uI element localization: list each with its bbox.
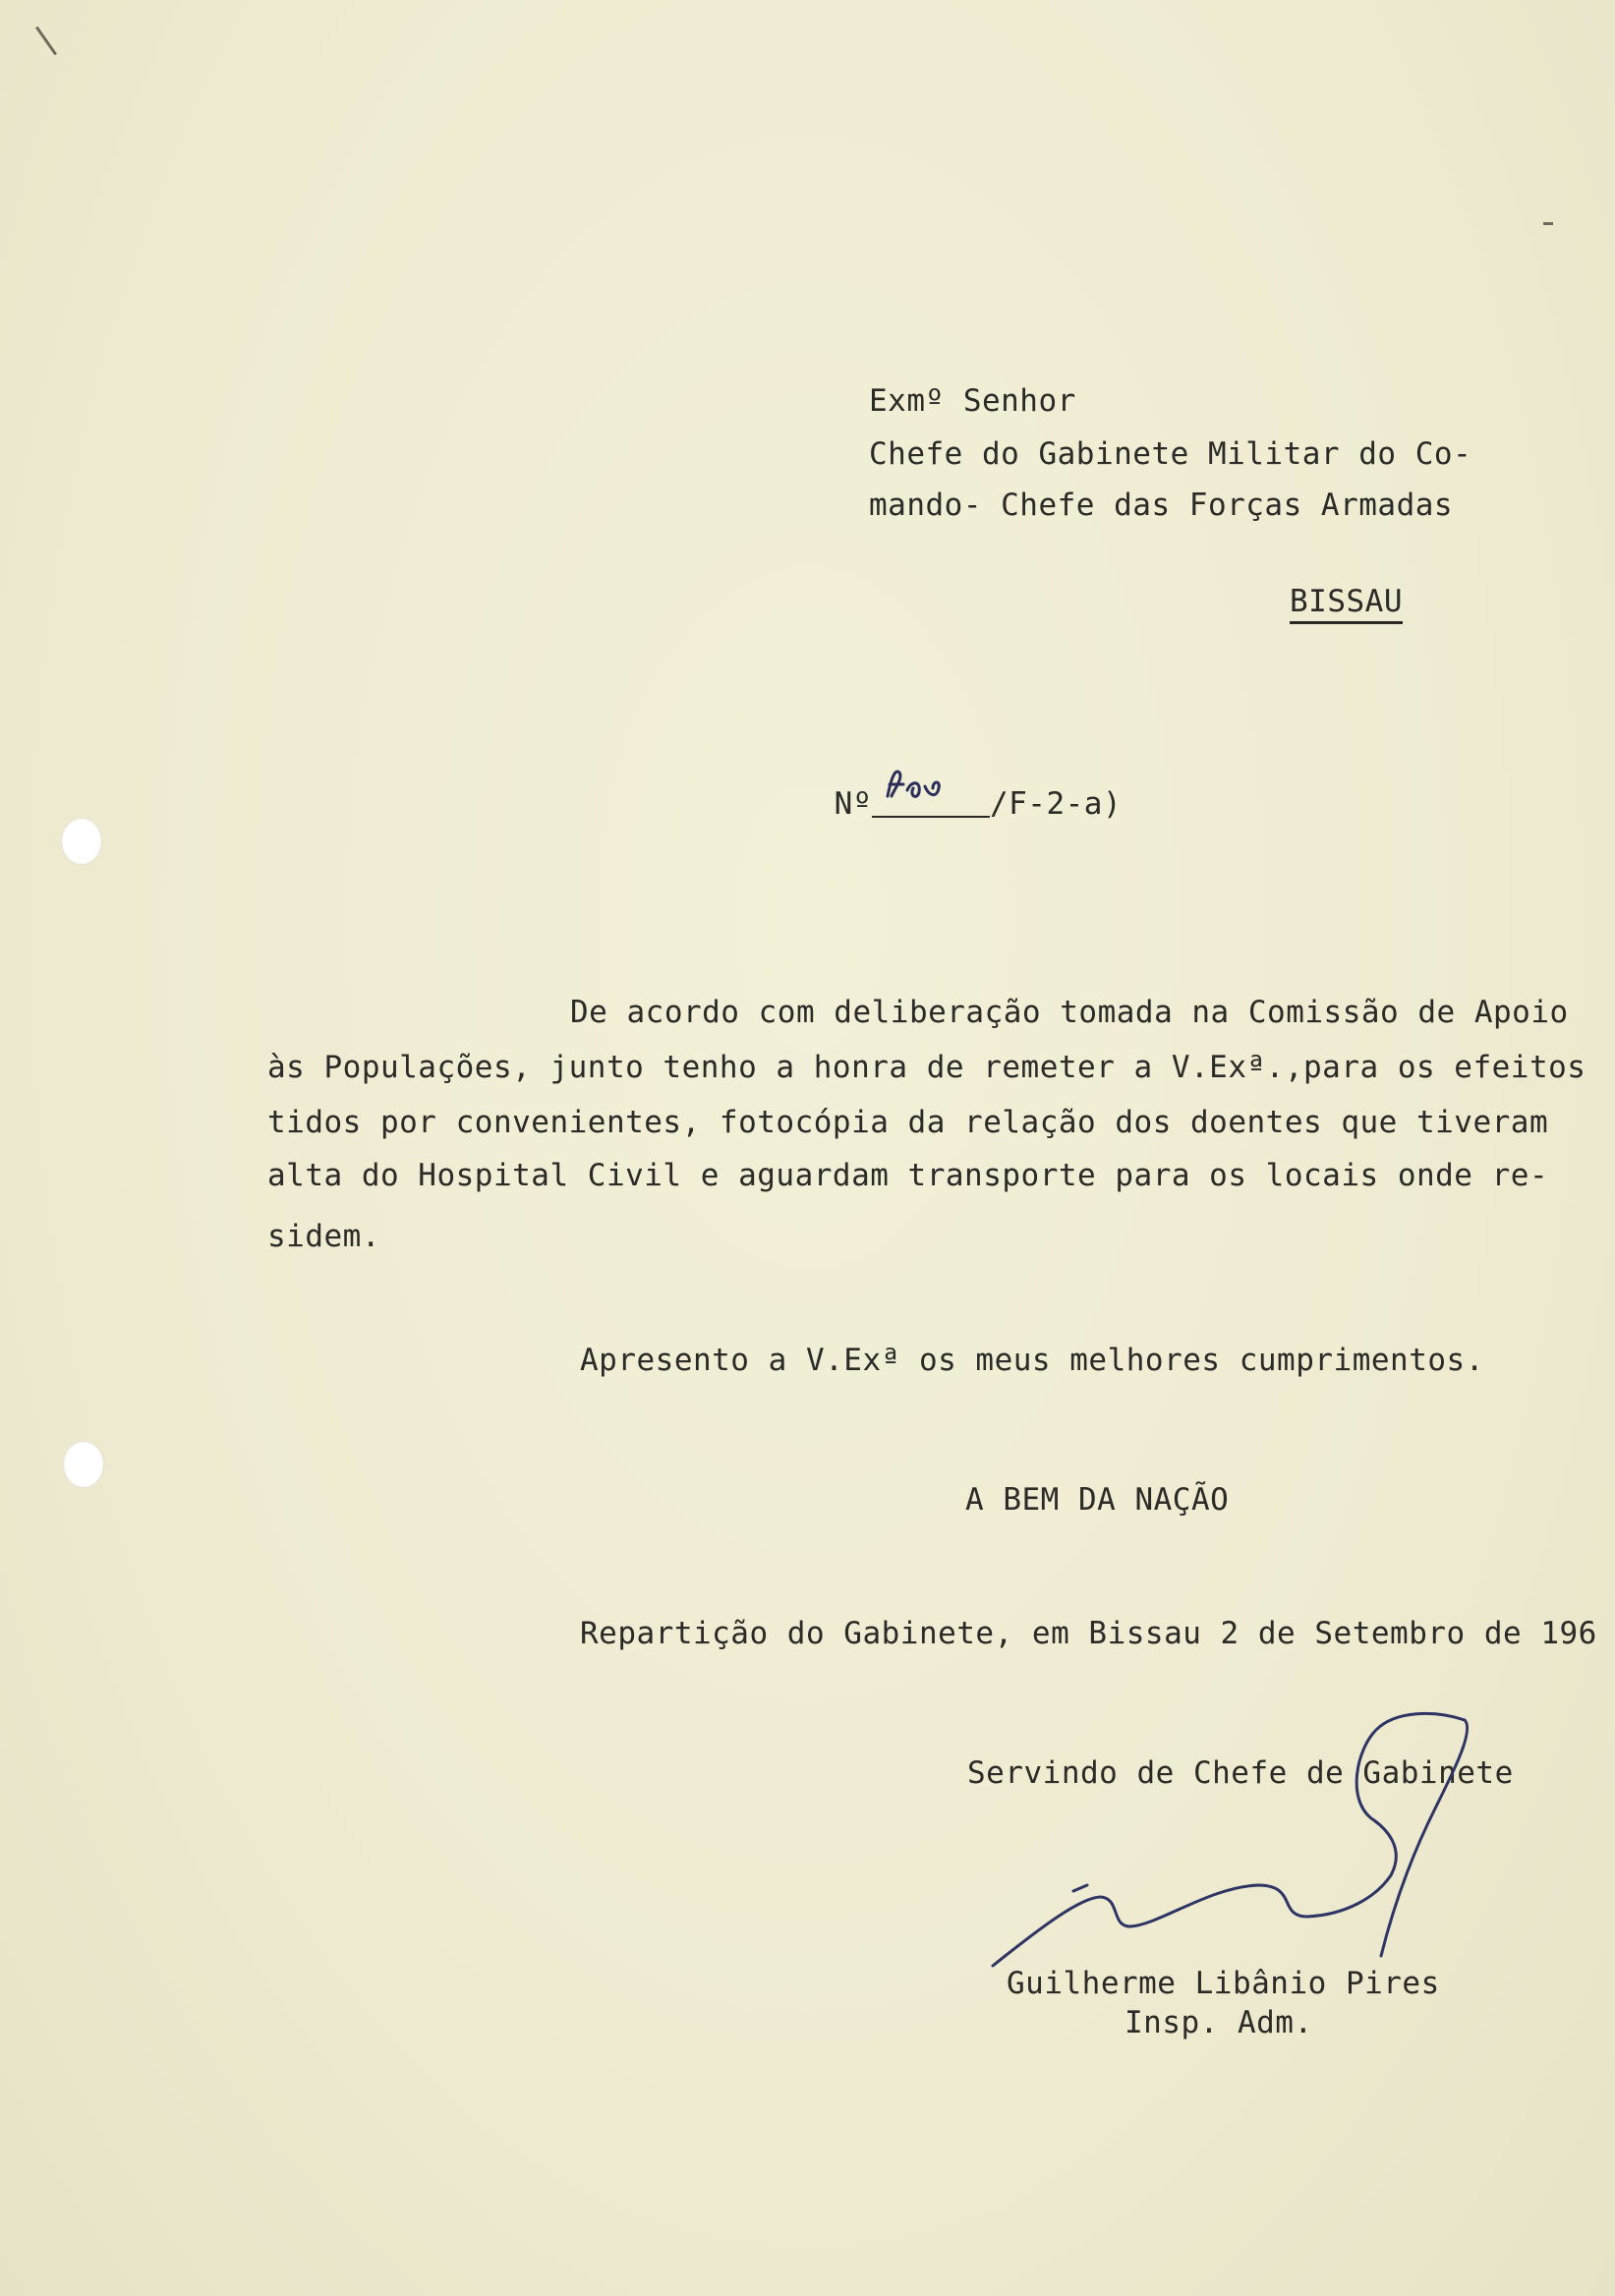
closing-motto: A BEM DA NAÇÃO xyxy=(965,1482,1230,1518)
signatory-name: Guilherme Libânio Pires xyxy=(1007,1966,1440,2001)
reference-prefix: Nº xyxy=(834,786,872,822)
addressee-line-2: mando- Chefe das Forças Armadas xyxy=(869,488,1454,523)
body-line-1: De acordo com deliberação tomada na Comissão de Apoio xyxy=(570,995,1569,1030)
addressee-line-1: Chefe do Gabinete Militar do Co- xyxy=(869,436,1472,472)
salutation: Exmº Senhor xyxy=(869,383,1076,419)
reference-suffix: /F-2-a) xyxy=(989,786,1123,822)
closing-greeting: Apresento a V.Exª os meus melhores cumprimentos. xyxy=(580,1343,1484,1378)
body-line-2: às Populações, junto tenho a honra de remeter a V.Exª.,para os efeitos xyxy=(267,1050,1586,1085)
body-line-5: sidem. xyxy=(267,1219,380,1254)
signatory-role: Servindo de Chefe de Gabinete xyxy=(967,1755,1514,1791)
body-line-4: alta do Hospital Civil e aguardam transporte para os locais onde re- xyxy=(267,1158,1549,1193)
addressee-city: BISSAU xyxy=(1290,584,1403,624)
signatory-title: Insp. Adm. xyxy=(1125,2005,1313,2040)
body-line-3: tidos por convenientes, fotocópia da relação dos doentes que tiveram xyxy=(267,1105,1549,1140)
place-and-date: Repartição do Gabinete, em Bissau 2 de Setembro de 196 xyxy=(580,1616,1597,1651)
